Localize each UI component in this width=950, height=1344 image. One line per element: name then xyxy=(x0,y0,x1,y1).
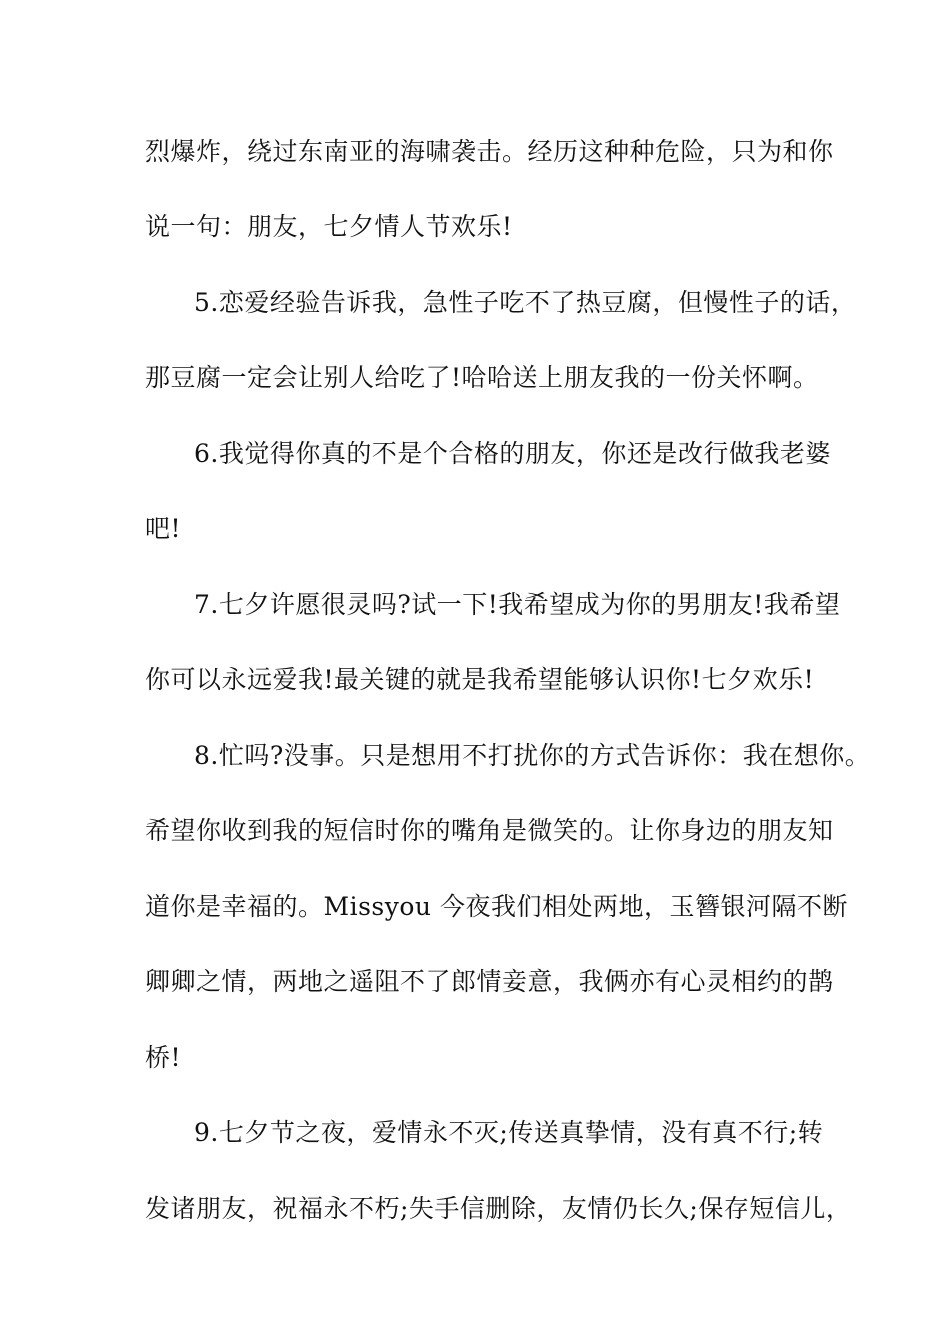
text-line: 道你是幸福的。Missyou 今夜我们相处两地，玉簪银河隔不断 xyxy=(145,892,848,921)
text-line: 发诸朋友，祝福永不朽;失手信删除，友情仍长久;保存短信儿， xyxy=(145,1194,852,1223)
paragraph-9-start: 9.七夕节之夜，爱情永不灭;传送真挚情，没有真不行;转 xyxy=(194,1118,824,1147)
text-line: 说一句：朋友，七夕情人节欢乐! xyxy=(145,212,513,241)
text-line: 那豆腐一定会让别人给吃了!哈哈送上朋友我的一份关怀啊。 xyxy=(145,363,819,392)
text-line: 希望你收到我的短信时你的嘴角是微笑的。让你身边的朋友知 xyxy=(145,816,834,845)
text-line: 烈爆炸，绕过东南亚的海啸袭击。经历这种种危险，只为和你 xyxy=(145,137,834,166)
text-line: 卿卿之情，两地之遥阻不了郎情妾意，我俩亦有心灵相约的鹊 xyxy=(145,967,834,996)
paragraph-6-start: 6.我觉得你真的不是个合格的朋友，你还是改行做我老婆 xyxy=(194,439,831,468)
paragraph-8-start: 8.忙吗?没事。只是想用不打扰你的方式告诉你：我在想你。 xyxy=(194,741,871,770)
text-line: 吧! xyxy=(145,514,182,543)
text-line: 你可以永远爱我!最关键的就是我希望能够认识你!七夕欢乐! xyxy=(145,665,815,694)
paragraph-5-start: 5.恋爱经验告诉我，急性子吃不了热豆腐，但慢性子的话， xyxy=(194,288,857,317)
paragraph-7-start: 7.七夕许愿很灵吗?试一下!我希望成为你的男朋友!我希望 xyxy=(194,590,841,619)
text-line: 桥! xyxy=(145,1043,182,1072)
